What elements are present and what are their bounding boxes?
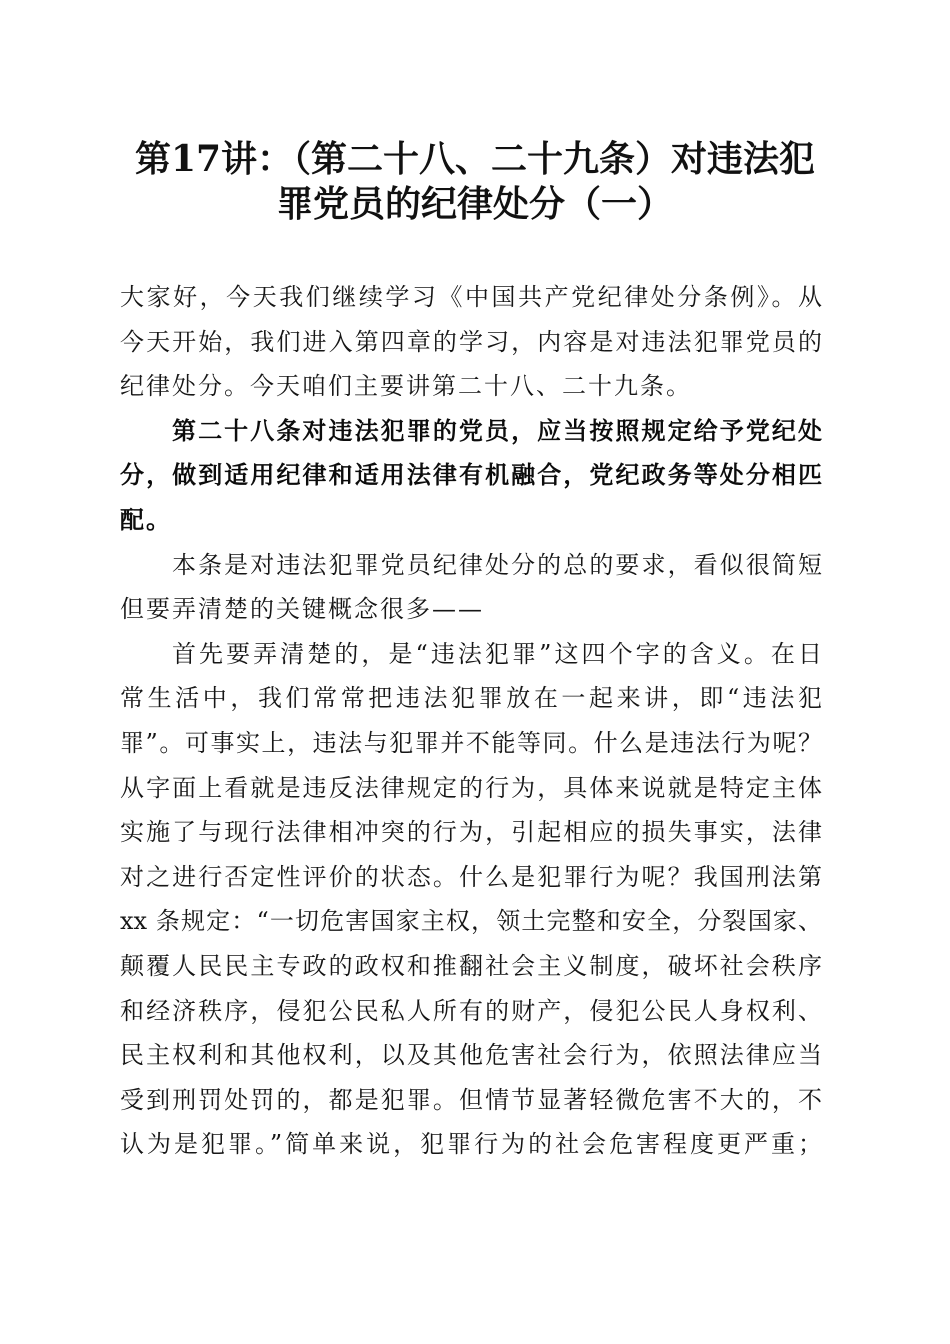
text-line: 实施了与现行法律相冲突的行为，引起相应的损失事实，法律 bbox=[120, 818, 822, 847]
paragraph-definition bbox=[120, 632, 822, 1167]
title-line: 第17讲：（第二十八、二十九条）对违法犯 bbox=[134, 138, 816, 180]
document-body bbox=[120, 275, 822, 1167]
text-line: 大家好，今天我们继续学习《中国共产党纪律处分条例》。从 bbox=[120, 283, 822, 311]
text-line: 纪律处分。今天咱们主要讲第二十八、二十九条。 bbox=[120, 372, 692, 401]
paragraph-article-quote bbox=[120, 409, 822, 543]
text-line: 民主权利和其他权利，以及其他危害社会行为，依照法律应当 bbox=[120, 1041, 822, 1070]
text-line: 第二十八条对违法犯罪的党员，应当按照规定给予党纪处 bbox=[172, 415, 822, 445]
text-line: 颠覆人民民主专政的政权和推翻社会主义制度，破坏社会秩序 bbox=[120, 951, 822, 980]
text-line: 受到刑罚处罚的，都是犯罪。但情节显著轻微危害不大的，不 bbox=[120, 1085, 822, 1114]
text-line: 配。 bbox=[120, 504, 172, 534]
text-line: 认为是犯罪。”简单来说，犯罪行为的社会危害程度更严重； bbox=[120, 1130, 822, 1159]
text-line: 今天开始，我们进入第四章的学习，内容是对违法犯罪党员的 bbox=[120, 327, 822, 356]
text-line: 分，做到适用纪律和适用法律有机融合，党纪政务等处分相匹 bbox=[120, 460, 822, 490]
document-title bbox=[0, 137, 950, 227]
text-line: 罪”。可事实上，违法与犯罪并不能等同。什么是违法行为呢？ bbox=[120, 728, 822, 757]
text-line: 首先要弄清楚的，是“违法犯罪”这四个字的含义。在日 bbox=[172, 639, 822, 668]
text-line: 从字面上看就是违反法律规定的行为，具体来说就是特定主体 bbox=[120, 773, 822, 802]
text-line: 常生活中，我们常常把违法犯罪放在一起来讲，即“违法犯 bbox=[120, 684, 822, 713]
text-line: 本条是对违法犯罪党员纪律处分的总的要求，看似很简短 bbox=[172, 550, 822, 579]
text-line: xx 条规定：“一切危害国家主权，领土完整和安全，分裂国家、 bbox=[120, 907, 822, 936]
text-line: 但要弄清楚的关键概念很多—— bbox=[120, 595, 484, 624]
text-line: 对之进行否定性评价的状态。什么是犯罪行为呢？我国刑法第 bbox=[120, 862, 822, 891]
paragraph-intro bbox=[120, 275, 822, 409]
text-line: 和经济秩序，侵犯公民私人所有的财产，侵犯公民人身权利、 bbox=[120, 996, 822, 1025]
title-line: 罪党员的纪律处分（一） bbox=[276, 183, 673, 225]
paragraph-commentary bbox=[120, 543, 822, 632]
